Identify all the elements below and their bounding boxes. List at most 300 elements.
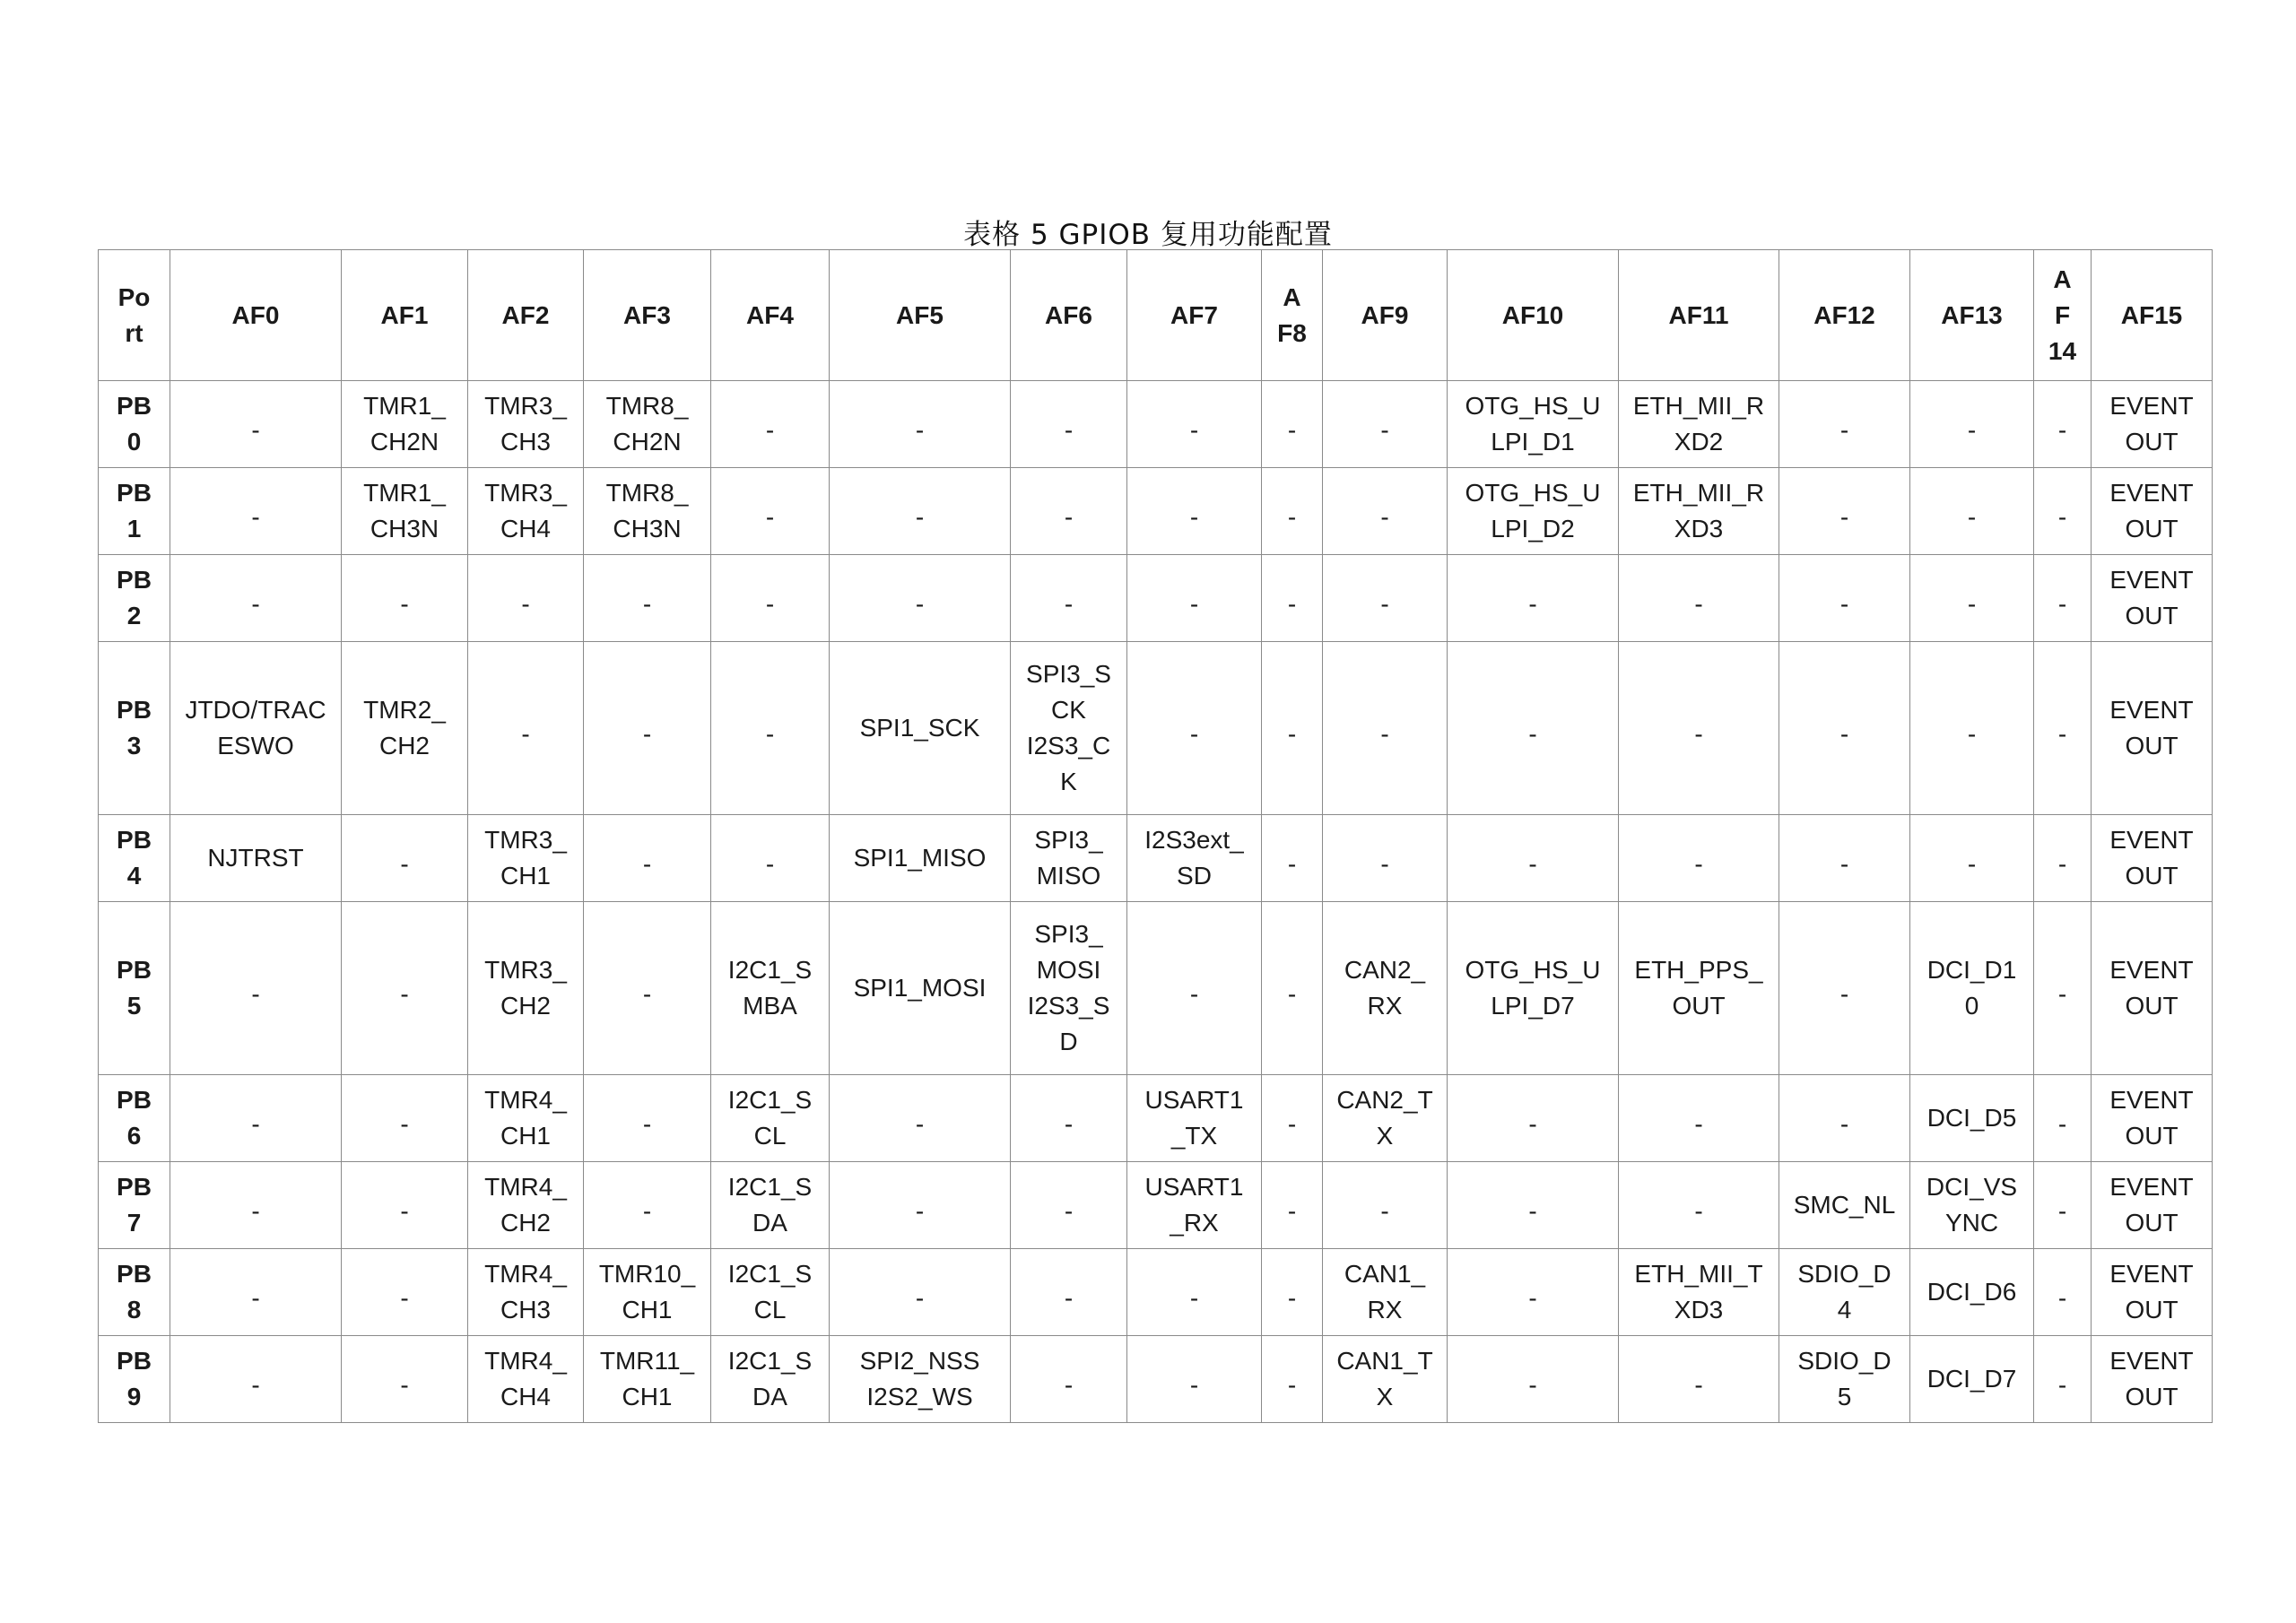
af-cell-value: EVENT OUT [2109,696,2194,759]
af-cell-value: - [1380,720,1389,748]
af-cell-af6 [1011,1075,1127,1162]
af-cell-value: - [1694,720,1703,748]
af-cell-value: USART1 _TX [1144,1086,1244,1150]
af-cell-af8 [1262,1336,1323,1423]
af-cell-value: ETH_MII_T XD3 [1634,1260,1763,1324]
af-cell-value: - [2057,1284,2067,1312]
af-cell-af4 [711,1162,830,1249]
column-header-label: AF7 [1170,300,1218,329]
port-cell [99,555,170,642]
af-cell-af13 [1910,1075,2034,1162]
af-cell-af11 [1619,381,1779,468]
af-cell-af2 [468,902,584,1075]
af-cell-af4 [711,381,830,468]
af-cell-af5 [830,1336,1011,1423]
af-cell-af14 [2034,468,2092,555]
af-cell-af6 [1011,1336,1127,1423]
af-cell-af5 [830,468,1011,555]
af-cell-value: ETH_PPS_ OUT [1634,956,1763,1020]
af-cell-af7 [1127,815,1262,902]
af-cell-af10 [1448,1336,1619,1423]
af-cell-af4 [711,555,830,642]
gpiob-alternate-function-table [98,249,2213,1423]
af-cell-value: EVENT OUT [2109,566,2194,629]
af-cell-value: - [1287,980,1297,1008]
af-cell-af13 [1910,381,2034,468]
column-header-af11 [1619,250,1779,381]
af-cell-af14 [2034,381,2092,468]
af-cell-value: - [765,720,775,748]
port-label: PB 3 [117,696,152,759]
af-cell-af10 [1448,902,1619,1075]
af-cell-value: - [1287,1371,1297,1399]
af-cell-af9 [1323,1249,1448,1336]
af-cell-value: - [1189,1371,1199,1399]
af-cell-af0 [170,381,342,468]
af-cell-value: JTDO/TRAC ESWO [185,696,326,759]
af-cell-af6 [1011,642,1127,815]
af-cell-af14 [2034,902,2092,1075]
af-cell-af15 [2092,1162,2213,1249]
af-cell-af14 [2034,1075,2092,1162]
af-cell-af11 [1619,1336,1779,1423]
af-cell-af15 [2092,468,2213,555]
af-cell-value: - [1189,590,1199,618]
af-cell-value: EVENT OUT [2109,1260,2194,1324]
af-cell-af13 [1910,642,2034,815]
port-label: PB 7 [117,1173,152,1237]
af-cell-value: - [1528,1197,1537,1225]
column-header-af2 [468,250,584,381]
af-cell-value: - [1528,1284,1537,1312]
af-cell-af8 [1262,1075,1323,1162]
af-cell-af6 [1011,902,1127,1075]
af-cell-af2 [468,815,584,902]
af-cell-af4 [711,642,830,815]
af-cell-af2 [468,381,584,468]
table-header-row [99,250,2213,381]
af-cell-value: EVENT OUT [2109,1173,2194,1237]
table-row [99,642,2213,815]
af-cell-value: DCI_D5 [1926,1104,2017,1132]
af-cell-af14 [2034,642,2092,815]
port-cell [99,468,170,555]
af-cell-af2 [468,1075,584,1162]
table-row [99,1162,2213,1249]
af-cell-value: TMR4_ CH2 [484,1173,567,1237]
table-row [99,1075,2213,1162]
af-cell-af1 [342,555,468,642]
af-cell-value: - [2057,1197,2067,1225]
af-cell-af3 [584,1075,711,1162]
af-cell-af2 [468,555,584,642]
af-cell-af1 [342,642,468,815]
af-cell-af13 [1910,1249,2034,1336]
af-cell-value: - [251,1110,260,1138]
af-cell-af6 [1011,1162,1127,1249]
af-cell-value: - [765,416,775,444]
af-cell-af14 [2034,1249,2092,1336]
af-cell-af4 [711,902,830,1075]
af-cell-value: - [2057,720,2067,748]
af-cell-af1 [342,1336,468,1423]
af-cell-af3 [584,381,711,468]
af-cell-af7 [1127,642,1262,815]
af-cell-af2 [468,1249,584,1336]
af-cell-af0 [170,1162,342,1249]
af-cell-value: - [1380,1197,1389,1225]
port-cell [99,1336,170,1423]
af-cell-value: - [1967,590,1977,618]
af-cell-af9 [1323,468,1448,555]
af-cell-value: - [1287,1284,1297,1312]
af-cell-value: - [915,416,925,444]
af-cell-af3 [584,642,711,815]
port-label: PB 4 [117,826,152,890]
column-header-af0 [170,250,342,381]
af-cell-value: I2C1_S MBA [727,956,813,1020]
column-header-label: AF5 [896,300,944,329]
af-cell-value: SPI2_NSS I2S2_WS [859,1347,980,1410]
column-header-label: AF10 [1501,300,1564,329]
af-cell-value: - [642,1110,652,1138]
af-cell-value: - [1380,503,1389,531]
column-header-af6 [1011,250,1127,381]
af-cell-value: SPI3_ MOSI I2S3_S D [1027,920,1110,1055]
af-cell-value: - [2057,416,2067,444]
column-header-af15 [2092,250,2213,381]
port-label: PB 9 [117,1347,152,1410]
af-cell-value: SMC_NL [1793,1191,1896,1219]
af-cell-value: - [251,590,260,618]
af-cell-value: TMR3_ CH4 [484,479,567,542]
af-cell-value: - [915,590,925,618]
column-header-label: Po rt [117,282,151,347]
af-cell-af13 [1910,1336,2034,1423]
column-header-label: AF6 [1045,300,1092,329]
port-cell [99,815,170,902]
af-cell-value: - [1694,1197,1703,1225]
af-cell-af2 [468,1162,584,1249]
af-cell-value: EVENT OUT [2109,826,2194,890]
af-cell-value: - [1064,416,1074,444]
column-header-label: AF1 [380,300,429,329]
af-cell-value: - [400,1197,409,1225]
port-cell [99,1162,170,1249]
port-label: PB 5 [117,956,152,1020]
table-caption: 表格 5 GPIOB 复用功能配置 [963,219,1333,251]
af-cell-af4 [711,468,830,555]
af-cell-af11 [1619,642,1779,815]
column-header-af12 [1779,250,1910,381]
port-label: PB 2 [117,566,152,629]
af-cell-af8 [1262,381,1323,468]
af-cell-af12 [1779,1162,1910,1249]
table-row [99,1336,2213,1423]
table-row [99,555,2213,642]
af-cell-af6 [1011,555,1127,642]
column-header-label: AF3 [623,300,671,329]
af-cell-af9 [1323,642,1448,815]
af-cell-af15 [2092,555,2213,642]
af-cell-value: I2S3ext_ SD [1144,826,1244,890]
af-cell-af10 [1448,468,1619,555]
port-label: PB 6 [117,1086,152,1150]
af-cell-value: - [2057,1371,2067,1399]
af-cell-af1 [342,1075,468,1162]
af-cell-value: - [642,590,652,618]
af-cell-value: DCI_D1 0 [1926,956,2017,1020]
af-cell-value: - [251,1197,260,1225]
af-cell-af8 [1262,555,1323,642]
af-cell-af12 [1779,815,1910,902]
af-cell-value: TMR4_ CH3 [484,1260,567,1324]
af-cell-af14 [2034,815,2092,902]
af-cell-value: USART1 _RX [1144,1173,1244,1237]
af-cell-value: - [765,590,775,618]
column-header-af9 [1323,250,1448,381]
table-row [99,1249,2213,1336]
af-cell-af12 [1779,1249,1910,1336]
af-cell-value: - [1528,590,1537,618]
af-cell-value: - [642,720,652,748]
af-cell-af1 [342,1162,468,1249]
af-cell-af7 [1127,468,1262,555]
port-label: PB 0 [117,392,152,456]
af-cell-value: - [400,850,409,878]
af-cell-af10 [1448,1162,1619,1249]
af-cell-value: CAN2_T X [1336,1086,1433,1150]
column-header-af1 [342,250,468,381]
af-cell-value: - [1287,720,1297,748]
port-cell [99,902,170,1075]
af-cell-af3 [584,902,711,1075]
af-cell-value: - [2057,850,2067,878]
table-row [99,815,2213,902]
af-cell-value: - [1967,503,1977,531]
af-cell-value: EVENT OUT [2109,1347,2194,1410]
af-cell-af9 [1323,1075,1448,1162]
af-cell-value: - [765,850,775,878]
port-cell [99,381,170,468]
af-cell-value: TMR8_ CH2N [605,392,689,456]
column-header-af10 [1448,250,1619,381]
af-cell-af12 [1779,381,1910,468]
af-cell-af9 [1323,555,1448,642]
af-cell-af5 [830,1162,1011,1249]
af-cell-value: TMR4_ CH4 [484,1347,567,1410]
af-cell-af1 [342,468,468,555]
af-cell-af6 [1011,381,1127,468]
af-cell-value: - [915,1110,925,1138]
af-cell-af0 [170,815,342,902]
af-cell-value: - [1287,850,1297,878]
af-cell-value: - [1694,1371,1703,1399]
af-cell-af3 [584,468,711,555]
af-cell-value: SPI3_ MISO [1034,826,1103,890]
af-cell-value: - [1064,1197,1074,1225]
af-cell-value: - [642,1197,652,1225]
af-cell-value: - [1694,590,1703,618]
af-cell-value: - [1967,416,1977,444]
af-cell-value: - [521,720,530,748]
af-cell-value: EVENT OUT [2109,956,2194,1020]
af-cell-value: TMR2_ CH2 [363,696,446,759]
af-cell-value: - [1064,503,1074,531]
af-cell-value: - [251,1371,260,1399]
af-cell-value: - [2057,590,2067,618]
table-row [99,468,2213,555]
af-cell-af14 [2034,555,2092,642]
af-cell-value: - [1694,850,1703,878]
af-cell-value: TMR10_ CH1 [598,1260,696,1324]
af-cell-af13 [1910,902,2034,1075]
af-cell-af12 [1779,1336,1910,1423]
af-cell-af10 [1448,1075,1619,1162]
af-cell-af5 [830,555,1011,642]
af-cell-value: TMR3_ CH3 [484,392,567,456]
af-cell-af1 [342,1249,468,1336]
af-cell-af1 [342,381,468,468]
af-cell-af8 [1262,1249,1323,1336]
af-cell-af7 [1127,1249,1262,1336]
af-cell-af8 [1262,468,1323,555]
af-cell-value: - [1189,980,1199,1008]
af-cell-af2 [468,468,584,555]
af-cell-af0 [170,1336,342,1423]
af-cell-value: EVENT OUT [2109,479,2194,542]
af-cell-value: - [1189,503,1199,531]
af-cell-af10 [1448,815,1619,902]
af-cell-af1 [342,902,468,1075]
af-cell-value: - [1839,1110,1849,1138]
af-cell-value: TMR1_ CH3N [363,479,446,542]
af-cell-af11 [1619,815,1779,902]
af-cell-af3 [584,1336,711,1423]
af-cell-value: - [1189,416,1199,444]
af-cell-value: - [400,980,409,1008]
af-cell-value: SPI1_MISO [853,844,987,872]
af-cell-af13 [1910,1162,2034,1249]
af-cell-af0 [170,642,342,815]
af-cell-af0 [170,1075,342,1162]
af-cell-af6 [1011,468,1127,555]
af-cell-af5 [830,815,1011,902]
gpiob-af-table-container [98,249,2213,1423]
column-header-label: AF13 [1941,300,2003,329]
port-cell [99,642,170,815]
af-cell-value: - [1064,1110,1074,1138]
af-cell-value: - [1287,416,1297,444]
af-cell-af15 [2092,1336,2213,1423]
af-cell-af11 [1619,1075,1779,1162]
af-cell-af8 [1262,642,1323,815]
af-cell-af12 [1779,1075,1910,1162]
af-cell-af8 [1262,815,1323,902]
af-cell-value: TMR11_ CH1 [599,1347,695,1410]
column-header-label: AF11 [1668,300,1729,329]
af-cell-af3 [584,815,711,902]
af-cell-af13 [1910,815,2034,902]
af-cell-value: EVENT OUT [2109,392,2194,456]
af-cell-af1 [342,815,468,902]
af-cell-af10 [1448,555,1619,642]
af-cell-value: - [400,590,409,618]
column-header-af5 [830,250,1011,381]
table-row [99,381,2213,468]
af-cell-value: TMR3_ CH1 [484,826,567,890]
af-cell-value: - [915,1197,925,1225]
column-header-af8 [1262,250,1323,381]
af-cell-value: I2C1_S DA [727,1347,813,1410]
af-cell-value: - [1287,1110,1297,1138]
af-cell-value: - [915,1284,925,1312]
af-cell-af15 [2092,642,2213,815]
column-header-af3 [584,250,711,381]
af-cell-value: DCI_VS YNC [1926,1173,2018,1237]
af-cell-value: CAN1_T X [1336,1347,1433,1410]
af-cell-af10 [1448,381,1619,468]
af-cell-value: NJTRST [207,844,304,872]
af-cell-value: DCI_D7 [1926,1365,2017,1393]
af-cell-value: - [1380,850,1389,878]
af-cell-af11 [1619,555,1779,642]
port-cell [99,1075,170,1162]
af-cell-value: - [642,850,652,878]
af-cell-value: - [1064,1371,1074,1399]
af-cell-value: - [251,980,260,1008]
af-cell-af7 [1127,555,1262,642]
af-cell-value: - [2057,1110,2067,1138]
af-cell-value: I2C1_S CL [727,1086,813,1150]
af-cell-value: OTG_HS_U LPI_D1 [1465,392,1601,456]
af-cell-value: - [1287,503,1297,531]
af-cell-af4 [711,1249,830,1336]
af-cell-value: TMR3_ CH2 [484,956,567,1020]
af-cell-af5 [830,902,1011,1075]
af-cell-af3 [584,555,711,642]
af-cell-af3 [584,1249,711,1336]
af-cell-value: - [1380,590,1389,618]
af-cell-af9 [1323,1336,1448,1423]
af-cell-value: - [1839,416,1849,444]
af-cell-af15 [2092,381,2213,468]
af-cell-value: - [1839,720,1849,748]
af-cell-value: - [1694,1110,1703,1138]
af-cell-value: CAN2_ RX [1344,956,1426,1020]
column-header-label: A F 14 [2048,265,2077,365]
af-cell-af4 [711,815,830,902]
af-cell-value: CAN1_ RX [1344,1260,1426,1324]
af-cell-af10 [1448,1249,1619,1336]
af-cell-af0 [170,902,342,1075]
af-cell-af15 [2092,815,2213,902]
af-cell-af13 [1910,468,2034,555]
af-cell-value: - [1839,850,1849,878]
af-cell-value: - [1528,1371,1537,1399]
af-cell-value: - [2057,503,2067,531]
af-cell-value: SDIO_D 5 [1797,1347,1892,1410]
af-cell-value: - [1528,850,1537,878]
af-cell-af2 [468,642,584,815]
column-header-label: A F8 [1277,282,1307,347]
af-cell-af7 [1127,902,1262,1075]
port-cell [99,1249,170,1336]
af-cell-value: EVENT OUT [2109,1086,2194,1150]
af-cell-af8 [1262,902,1323,1075]
af-cell-value: I2C1_S CL [727,1260,813,1324]
af-cell-af7 [1127,1162,1262,1249]
